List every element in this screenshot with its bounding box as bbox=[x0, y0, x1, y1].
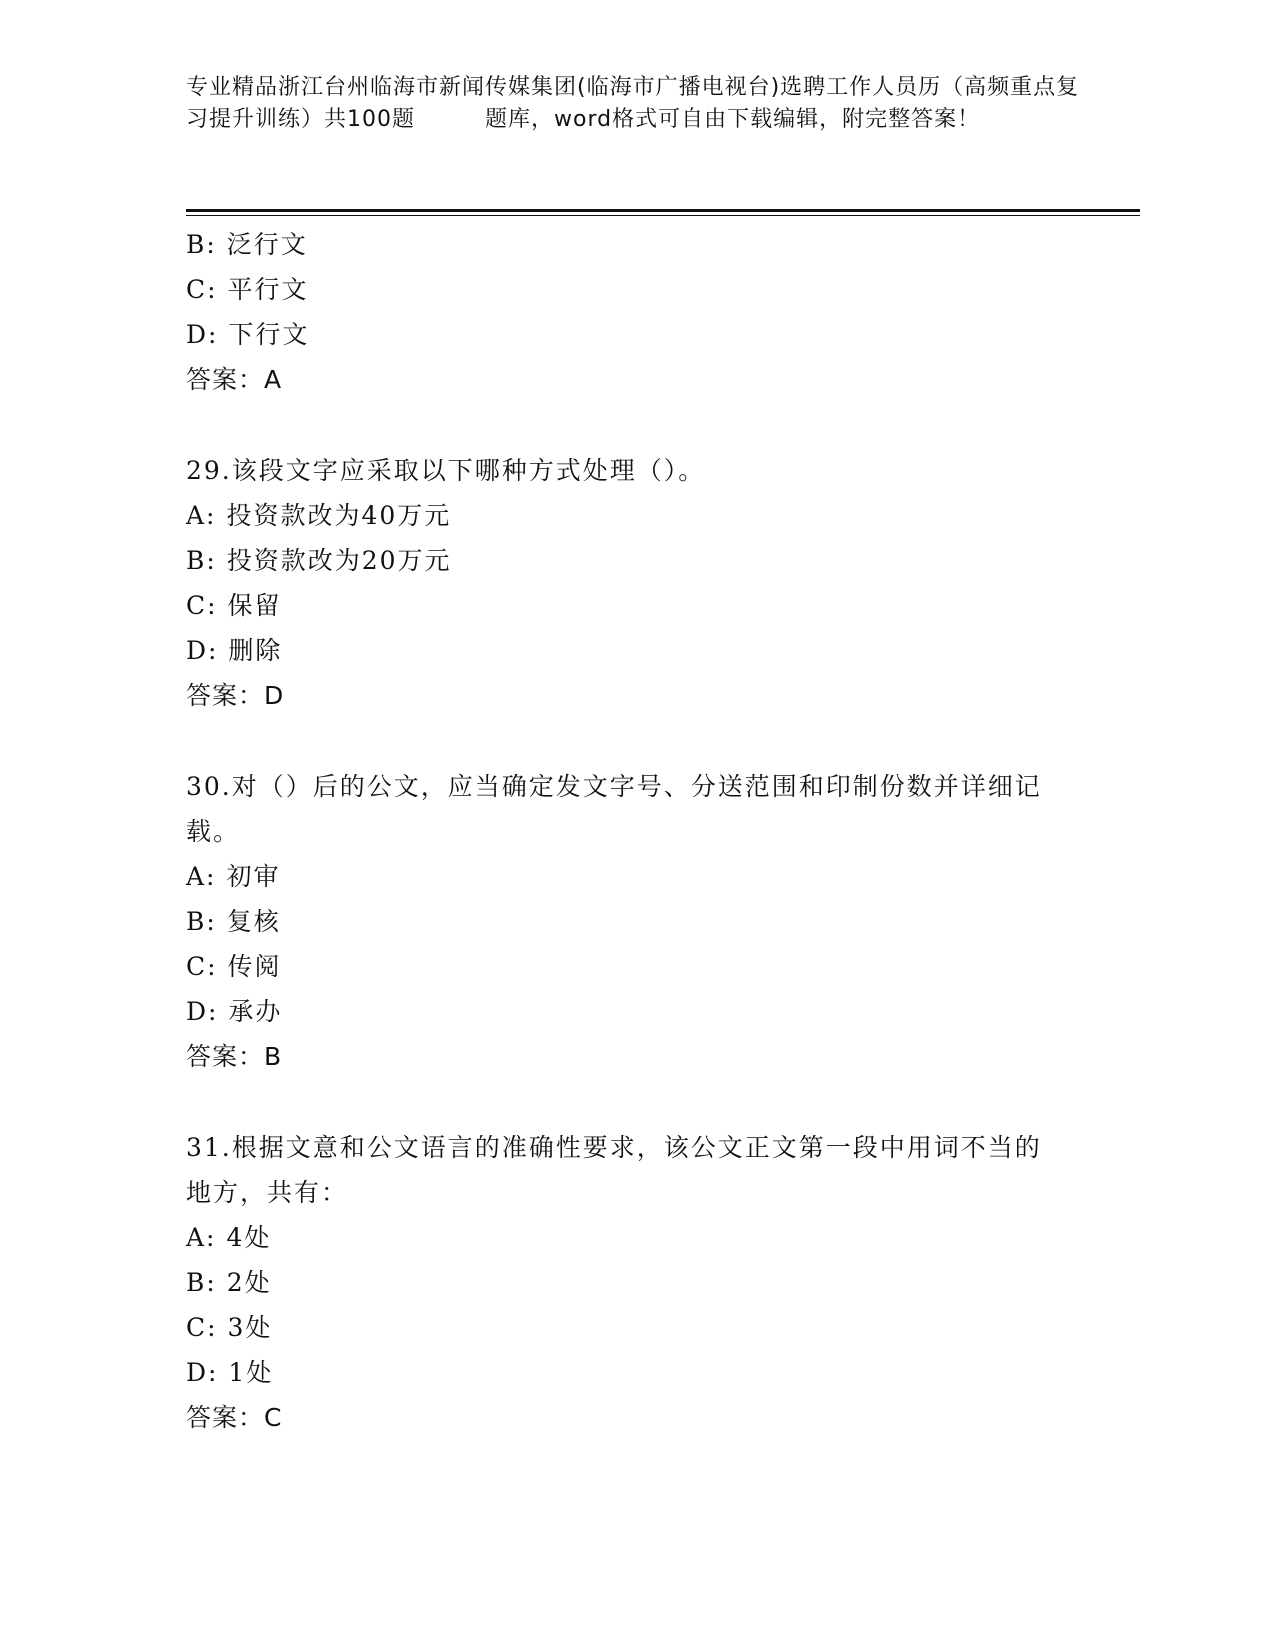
option-row bbox=[186, 944, 1086, 989]
answer-line: 答案：C bbox=[186, 1403, 283, 1432]
option-text: 投资款改为40万元 bbox=[226, 501, 452, 530]
option-text: 承办 bbox=[228, 997, 283, 1026]
question-spacer bbox=[186, 1079, 1086, 1125]
option-row bbox=[186, 628, 1086, 673]
option-text: 复核 bbox=[226, 907, 281, 936]
option-text: 初审 bbox=[226, 862, 281, 891]
option-text: 4处 bbox=[226, 1223, 272, 1252]
option-letter: C: bbox=[186, 1313, 218, 1342]
answer-line: 答案：A bbox=[186, 365, 283, 394]
option-letter: B: bbox=[186, 230, 217, 259]
option-letter: C: bbox=[186, 952, 218, 981]
question-spacer bbox=[186, 718, 1086, 764]
option-text: 平行文 bbox=[227, 275, 309, 304]
option-row bbox=[186, 1215, 1086, 1260]
option-row bbox=[186, 583, 1086, 628]
answer-line: 答案：D bbox=[186, 681, 285, 710]
option-letter: A: bbox=[186, 501, 217, 530]
header-subtitle: 题库，word格式可自由下载编辑，附完整答案！ bbox=[485, 107, 981, 132]
option-row bbox=[186, 222, 1086, 267]
header-title: 专业精品浙江台州临海市新闻传媒集团(临海市广播电视台)选聘工作人员历（高频重点复习提升训练）共100题 bbox=[186, 75, 1080, 132]
option-letter: B: bbox=[186, 1268, 217, 1297]
option-row bbox=[186, 989, 1086, 1034]
question-stem: 30.对（）后的公文，应当确定发文字号、分送范围和印制份数并详细记载。 bbox=[186, 772, 1042, 846]
option-row bbox=[186, 312, 1086, 357]
option-text: 2处 bbox=[226, 1268, 272, 1297]
option-row bbox=[186, 899, 1086, 944]
option-letter: C: bbox=[186, 275, 218, 304]
question-content bbox=[186, 222, 1086, 1440]
option-row bbox=[186, 854, 1086, 899]
option-text: 下行文 bbox=[228, 320, 310, 349]
option-text: 删除 bbox=[228, 636, 283, 665]
question-stem: 29.该段文字应采取以下哪种方式处理（）。 bbox=[186, 456, 706, 485]
option-text: 泛行文 bbox=[226, 230, 308, 259]
option-letter: B: bbox=[186, 546, 217, 575]
option-row bbox=[186, 1305, 1086, 1350]
option-text: 3处 bbox=[227, 1313, 273, 1342]
option-text: 1处 bbox=[228, 1358, 274, 1387]
option-text: 传阅 bbox=[227, 952, 282, 981]
option-row bbox=[186, 493, 1086, 538]
option-text: 投资款改为20万元 bbox=[226, 546, 452, 575]
option-letter: A: bbox=[186, 1223, 217, 1252]
document-header bbox=[186, 72, 1086, 136]
option-row bbox=[186, 267, 1086, 312]
question-stem: 31.根据文意和公文语言的准确性要求，该公文正文第一段中用词不当的地方，共有： bbox=[186, 1133, 1042, 1207]
answer-line: 答案：B bbox=[186, 1042, 283, 1071]
option-letter: A: bbox=[186, 862, 217, 891]
header-divider-thick bbox=[186, 209, 1140, 212]
option-row bbox=[186, 1260, 1086, 1305]
option-letter: D: bbox=[186, 997, 219, 1026]
option-letter: C: bbox=[186, 591, 218, 620]
question-block bbox=[186, 1125, 1086, 1440]
question-block bbox=[186, 448, 1086, 718]
option-letter: B: bbox=[186, 907, 217, 936]
option-row bbox=[186, 1350, 1086, 1395]
option-letter: D: bbox=[186, 320, 219, 349]
question-block bbox=[186, 764, 1086, 1079]
option-row bbox=[186, 538, 1086, 583]
option-letter: D: bbox=[186, 1358, 219, 1387]
carryover-block bbox=[186, 222, 1086, 402]
question-spacer bbox=[186, 402, 1086, 448]
header-divider-thin bbox=[186, 215, 1140, 216]
option-letter: D: bbox=[186, 636, 219, 665]
option-text: 保留 bbox=[227, 591, 282, 620]
